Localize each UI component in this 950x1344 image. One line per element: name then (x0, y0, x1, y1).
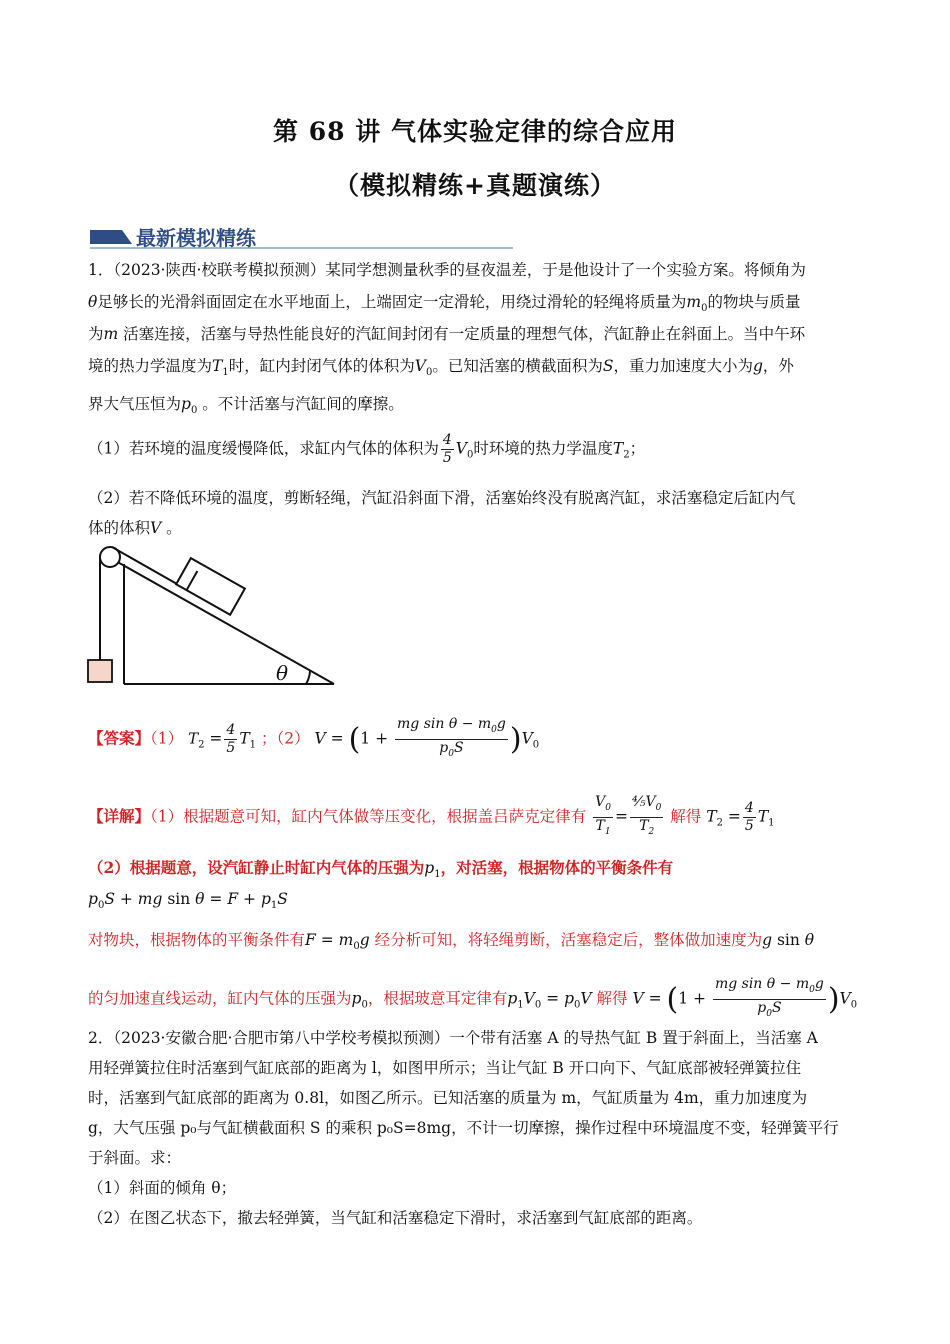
cylinder-icon (176, 558, 245, 615)
section-label: 最新模拟精练 (136, 226, 256, 250)
hanging-block-icon (88, 660, 112, 682)
detail-tag: 【详解】 (88, 806, 151, 826)
q1-text: 足够长的光滑斜面固定在水平地面上，上端固定一定滑轮，用绕过滑轮的轻绳将质量为 (97, 293, 687, 311)
q2-line-2: 用轻弹簧拉住时活塞到气缸底部的距离为 l，如图甲所示；当让气缸 B 开口向下、气缸底部被轻弹簧拉住 (88, 1059, 802, 1077)
detail-text: （1）根据题意可知，缸内气体做等压变化，根据盖吕萨克定律有 (150, 807, 587, 826)
q2-line-3: 时，活塞到气缸底部的距离为 0.8l，如图乙所示。已知活塞的质量为 m，气缸质量为 4m，重力加速度为 (88, 1089, 808, 1107)
detail-text: ，根据玻意耳定律有 (367, 989, 508, 1008)
q1-sub1-text: 时环境的热力学温度 (473, 439, 613, 458)
q1-line-1 (88, 258, 806, 280)
detail-text: 经分析可知，将轻绳剪断，活塞稳定后，整体做加速度为 (374, 931, 763, 949)
detail-line-1: 【详解】（1）根据题意可知，缸内气体做等压变化，根据盖吕萨克定律有 $\frac{V_0}{T_1}$ = $\frac{^4⁄_5V_0}{T_2}$ 解得 $T_2$ = $\frac{4}{5}$ $T_1$ (88, 794, 775, 837)
q1-sub-1: （1）若环境的温度缓慢降低，求缸内气体的体积为 $\frac{4}{5}$ $V_0$时环境的热力学温度$T_2$； (88, 432, 646, 466)
q1-line-5: 界大气压恒为$p_0$ 。不计活塞与汽缸间的摩擦。 (88, 395, 404, 417)
q1-text: 。已知活塞的横截面积为 (432, 357, 603, 375)
q1-sub-2a (88, 486, 795, 508)
detail-text: 的匀加速直线运动，缸内气体的压强为 (88, 989, 352, 1008)
q1-text: 时，缸内封闭气体的体积为 (228, 357, 415, 375)
q1-sub2-text: （2）若不降低环境的温度，剪断轻绳，汽缸沿斜面下滑，活塞始终没有脱离汽缸，求活塞稳定后缸内气 (88, 489, 796, 507)
q1-line-2: θ足够长的光滑斜面固定在水平地面上，上端固定一定滑轮，用绕过滑轮的轻绳将质量为$m_0$的物块与质量 (88, 293, 801, 315)
section-banner (88, 222, 518, 250)
q1-text: 的物块与质量 (707, 293, 801, 311)
q1-text: 活塞连接，活塞与导热性能良好的汽缸间封闭有一定质量的理想气体，汽缸静止在斜面上。当中午环 (123, 325, 806, 343)
q2-line-4: g，大气压强 p₀与气缸横截面积 S 的乘积 p₀S=8mg，不计一切摩擦，操作过程中环境温度不变，轻弹簧平行 (88, 1119, 839, 1137)
q1-line-4: 境的热力学温度为$T_1$时，缸内封闭气体的体积为$V_0$。已知活塞的横截面积为S，重力加速度大小为g，外 (88, 357, 794, 379)
q1-text: 1．（2023·陕西·校联考模拟预测）某同学想测量秋季的昼夜温差，于是他设计了一个实验方案。将倾角为 (88, 261, 806, 279)
angle-arc (306, 671, 310, 684)
answer-part1: （1） (150, 729, 184, 748)
page-subtitle: （模拟精练+真题演练） (334, 171, 616, 200)
q1-text: 境的热力学温度为 (88, 357, 213, 375)
detail-line-2: （2）根据题意，设汽缸静止时缸内气体的压强为$p_1$，对活塞，根据物体的平衡条件有 (88, 858, 674, 881)
q1-text: 界大气压恒为 (88, 395, 182, 413)
q2-line-1: 2．（2023·安徽合肥·合肥市第八中学校考模拟预测）一个带有活塞 A 的导热气缸 B 置于斜面上，当活塞 A (88, 1029, 818, 1047)
rope-incline (112, 547, 184, 588)
q1-text: ，外 (762, 357, 794, 375)
q1-sub1-text: （1）若环境的温度缓慢降低，求缸内气体的体积为 (88, 439, 439, 458)
q1-line-3: 为m 活塞连接，活塞与导热性能良好的汽缸间封闭有一定质量的理想气体，汽缸静止在斜面上。当中午环 (88, 325, 806, 343)
detail-line-3: 对物块，根据物体的平衡条件有$F = m_0g$ 经分析可知，将轻绳剪断，活塞稳定后，整体做加速度为g sin θ (88, 931, 815, 953)
q1-sub-2b: 体的体积V 。 (88, 519, 182, 537)
q1-sub2-text: 。 (166, 519, 182, 537)
detail-line-4: 的匀加速直线运动，缸内气体的压强为$p_0$，根据玻意耳定律有$p_1V_0 = p_0V$ 解得 V = (1 + $\frac{mg \sin \theta - m_0g}{p_0S}$ )$V_0$ (88, 976, 858, 1019)
q1-text: 。不计活塞与汽缸间的摩擦。 (202, 395, 404, 413)
q2-sub-1: （1）斜面的倾角 θ； (88, 1179, 237, 1197)
detail-text: （2）根据题意，设汽缸静止时缸内气体的压强为 (88, 858, 425, 877)
q1-text: 为 (88, 325, 104, 343)
equation-1: $p_0S$ + mg $\sin \theta = F + p_1S$ (88, 890, 288, 912)
detail-text: 对物块，根据物体的平衡条件有 (88, 931, 306, 949)
detail-text: 解得 (596, 989, 628, 1008)
q1-sub2-text: 体的体积 (88, 519, 151, 537)
q1-text: ，重力加速度大小为 (613, 357, 753, 375)
answer-line: 【答案】（1） $T_2$ = $\frac{4}{5}$ $T_1$ ；（2） V = (1 + $\frac{mg \sin \theta - m_0g}{p_0S}$ )$V_0$ (88, 716, 540, 759)
answer-part2: ；（2） (260, 729, 310, 748)
q1-sub1-text: ； (629, 439, 646, 458)
incline-figure (84, 540, 344, 690)
page-title: 第 68 讲 气体实验定律的综合应用 (273, 117, 677, 146)
q2-line-5: 于斜面。求： (88, 1149, 182, 1167)
detail-text: 解得 (670, 807, 702, 826)
q2-sub-2: （2）在图乙状态下，撤去轻弹簧，当气缸和活塞稳定下滑时，求活塞到气缸底部的距离。 (88, 1209, 703, 1227)
detail-text: ，对活塞，根据物体的平衡条件有 (440, 858, 674, 877)
answer-tag: 【答案】 (88, 728, 151, 748)
angle-label: θ (276, 661, 289, 685)
